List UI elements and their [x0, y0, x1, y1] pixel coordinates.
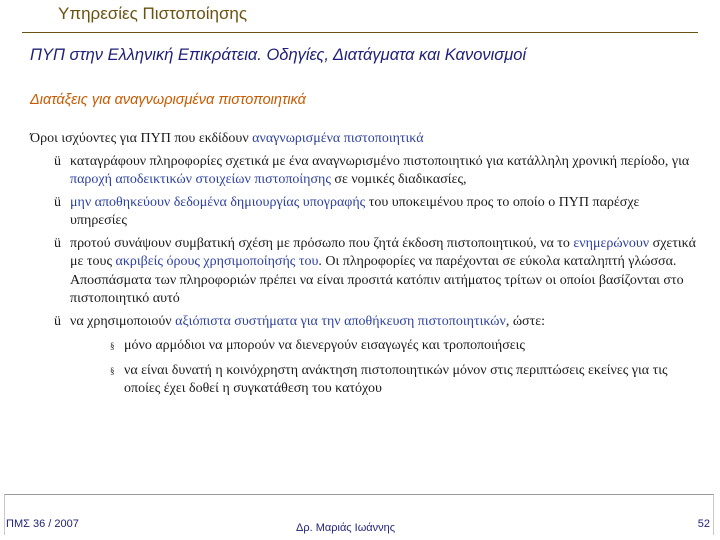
slide-subtitle: ΠΥΠ στην Ελληνική Επικράτεια. Οδηγίες, Διατάγματα και Κανονισμοί: [30, 46, 527, 64]
checkmark-icon: ü: [54, 235, 61, 251]
footer-course: ΠΜΣ 36 / 2007: [6, 518, 79, 530]
sub-bullet-text: να είναι δυνατή η κοινόχρηστη ανάκτηση πιστοποιητικών μόνον στις περιπτώσεις εκείνες για τις οποίες έχει δοθεί η συγκατάθεση του κατόχου: [124, 362, 668, 396]
bullet-highlight: αξιόπιστα συστήματα για την αποθήκευση πιστοποιητικών: [175, 313, 506, 329]
bullet-highlight: ενημερώνουν: [573, 235, 650, 251]
bullet-1: [30, 153, 698, 190]
bullet-text: καταγράφουν πληροφορίες σχετικά με ένα αναγνωρισμένο πιστοποιητικό για κατάλληλη χρονική περίοδο, για: [70, 153, 690, 169]
slide-body: [30, 130, 698, 403]
bullet-highlight: ακριβείς όρους χρησιμοποίησής του: [115, 254, 319, 269]
sub-bullet-1: [30, 337, 698, 356]
bullet-3: [30, 235, 698, 309]
sub-bullet-text: μόνο αρμόδιοι να μπορούν να διενεργούν εισαγωγές και τροποποιήσεις: [124, 338, 525, 353]
checkmark-icon: ü: [54, 313, 61, 329]
intro-text: Όροι ισχύοντες για ΠΥΠ που εκδίδουν: [30, 131, 253, 146]
bullet-2: [30, 194, 698, 231]
bullet-text: σχετικά με τους: [70, 235, 696, 269]
bullet-4: [30, 313, 698, 332]
bullet-text: , ώστε:: [505, 313, 545, 329]
footer-author: Δρ. Μαριάς Ιωάννης: [296, 522, 396, 534]
intro-paragraph: [30, 130, 698, 149]
title-divider: [22, 32, 698, 33]
bullet-text: προτού συνάψουν συμβατική σχέση με πρόσωπο που ζητά έκδοση πιστοποιητικού, να το: [70, 235, 574, 251]
bullet-text: να χρησιμοποιούν: [70, 313, 176, 329]
intro-highlight: αναγνωρισμένα πιστοποιητικά: [252, 131, 424, 146]
page-number: 52: [697, 518, 710, 530]
checkmark-icon: ü: [54, 194, 61, 210]
square-bullet-icon: §: [110, 341, 115, 351]
bullet-highlight: παροχή αποδεικτικών στοιχείων πιστοποίησης: [70, 172, 331, 187]
bullet-highlight: μην αποθηκεύουν δεδομένα δημιουργίας υπογραφής: [70, 194, 366, 210]
slide-title: Υπηρεσίες Πιστοποίησης: [58, 4, 248, 23]
square-bullet-icon: §: [110, 365, 115, 376]
checkmark-icon: ü: [54, 153, 61, 169]
bullet-text: . Οι πληροφορίες να παρέχονται σε εύκολα καταληπτή γλώσσα. Αποσπάσματα των πληροφοριών πρέπει να είναι προσιτά κατόπιν αιτήματος τρίτων οι οποίοι βασίζονται στο πιστοποιητικό αυτό: [70, 254, 684, 306]
section-heading: Διατάξεις για αναγνωρισμένα πιστοποιητικά: [30, 92, 306, 108]
sub-bullet-2: [30, 362, 698, 399]
bullet-text: του υποκειμένου προς το οποίο ο ΠΥΠ παρέσχε υπηρεσίες: [70, 194, 640, 228]
bullet-text: σε νομικές διαδικασίες,: [330, 172, 467, 187]
